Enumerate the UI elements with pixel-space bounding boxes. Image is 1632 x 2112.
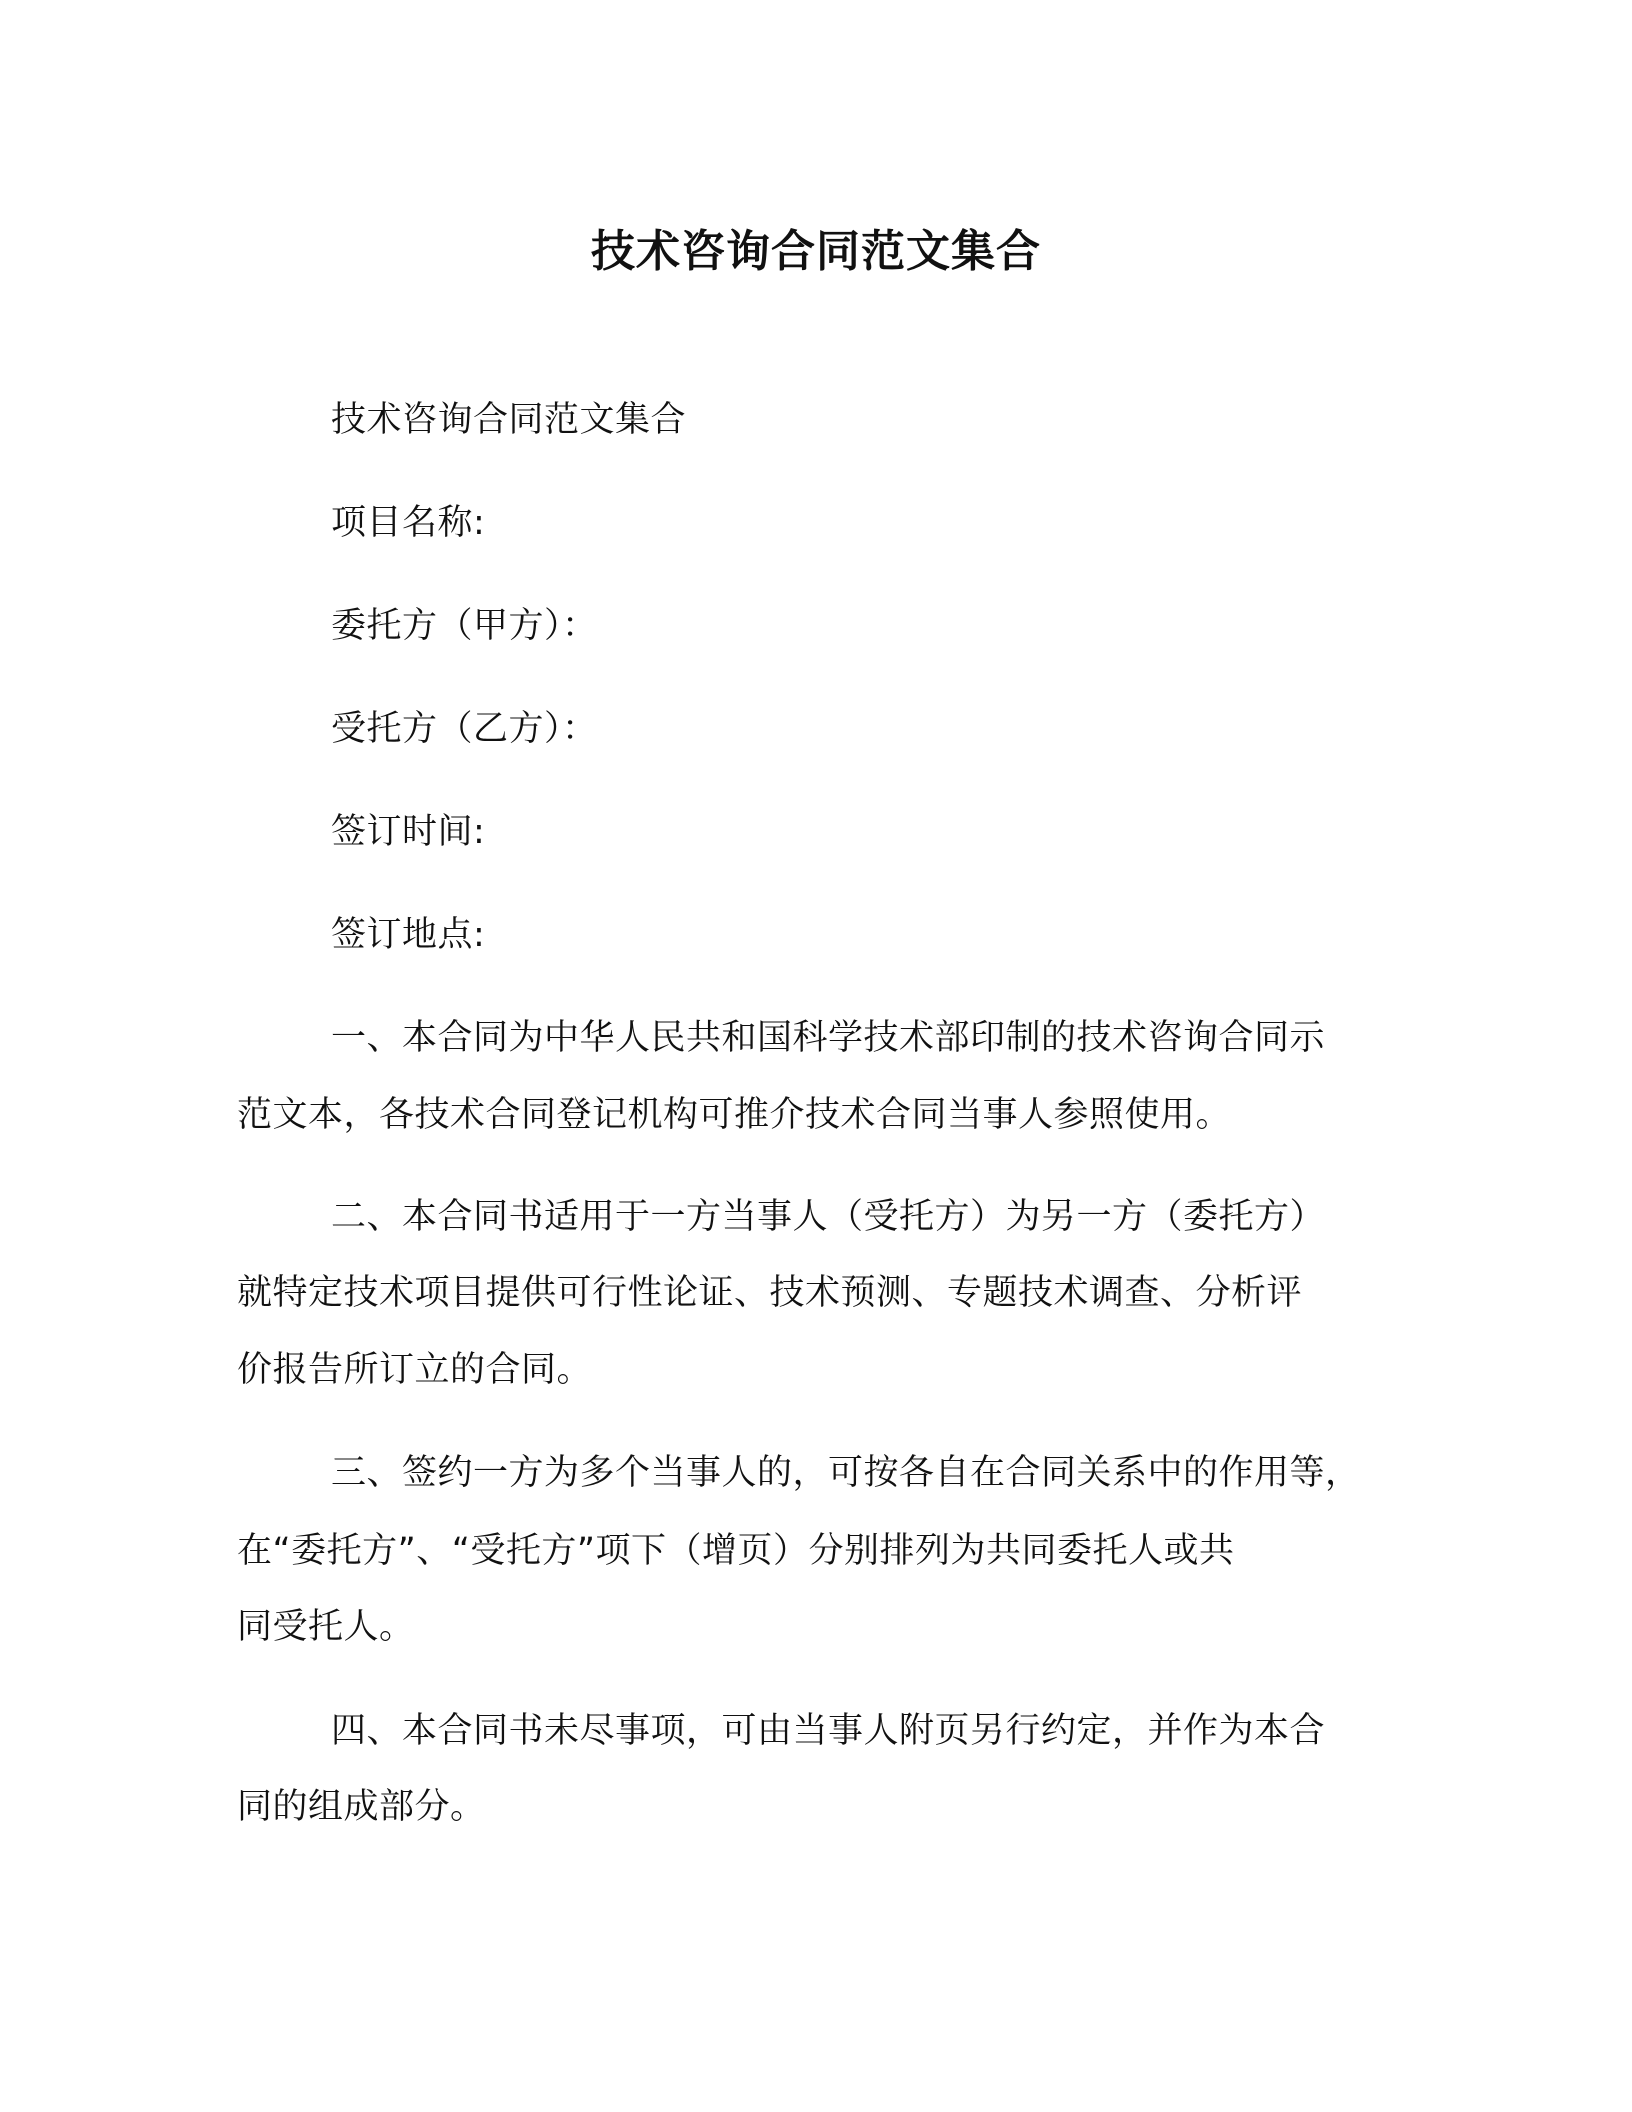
clause-line: 在“委托方”、“受托方”项下（增页）分别排列为共同委托人或共 [237, 1531, 1235, 1571]
field-signing-place: 签订地点: [331, 915, 486, 955]
clause-line: 同受托人。 [237, 1607, 415, 1647]
clause-line: 就特定技术项目提供可行性论证、技术预测、专题技术调查、分析评 [237, 1273, 1303, 1313]
document-subtitle: 技术咨询合同范文集合 [331, 400, 687, 440]
clause-line: 三、签约一方为多个当事人的，可按各自在合同关系中的作用等， [331, 1453, 1361, 1493]
field-contractor: 受托方（乙方）： [331, 709, 598, 749]
clause-line: 范文本，各技术合同登记机构可推介技术合同当事人参照使用。 [237, 1095, 1232, 1135]
field-client: 委托方（甲方）： [331, 606, 598, 646]
document-title: 技术咨询合同范文集合 [591, 226, 1041, 277]
clause-line: 四、本合同书未尽事项，可由当事人附页另行约定，并作为本合 [331, 1711, 1326, 1751]
field-signing-time: 签订时间: [331, 812, 486, 852]
clause-line: 二、本合同书适用于一方当事人（受托方）为另一方（委托方） [331, 1197, 1326, 1237]
clause-line: 一、本合同为中华人民共和国科学技术部印制的技术咨询合同示 [331, 1018, 1326, 1058]
clause-line: 价报告所订立的合同。 [237, 1350, 593, 1390]
field-project-name: 项目名称: [331, 503, 486, 543]
clause-line: 同的组成部分。 [237, 1787, 486, 1827]
